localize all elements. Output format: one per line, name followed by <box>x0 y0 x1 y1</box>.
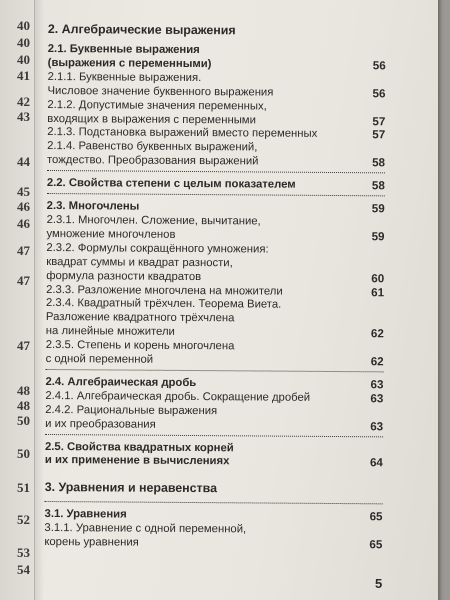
toc-entry-title: 2.4.1. Алгебраическая дробь. Сокращение дробей <box>45 389 311 404</box>
toc-entry-title: 2.3.3. Разложение многочлена на множители <box>46 283 283 298</box>
toc-entry-title: 2.3.4. Квадратный трёхчлен. Теорема Виета. <box>45 297 282 312</box>
toc-entry-2-3-1 <box>46 214 384 244</box>
toc-entry-title: 2.1.4. Равенство буквенных выражений, <box>47 140 258 154</box>
prev-page-number: 46 <box>17 199 30 214</box>
toc-entry-title: 2.4.2. Рациональные выражения <box>45 403 218 417</box>
table-of-contents <box>44 20 386 552</box>
toc-entry-2-4-2 <box>45 404 383 434</box>
toc-entry-title: 2.3.2. Формулы сокращённого умножения: <box>46 241 269 256</box>
prev-page-number: 40 <box>17 35 30 50</box>
chapter-title: 3. Уравнения и неравенства <box>44 480 218 496</box>
prev-page-number: 45 <box>17 184 30 199</box>
prev-page-number: 53 <box>17 545 30 560</box>
section-divider <box>45 434 383 437</box>
toc-entry-2-3-2 <box>46 242 384 286</box>
toc-entry-title: и их применение в вычислениях <box>44 454 230 468</box>
prev-page-number: 51 <box>17 480 30 495</box>
previous-page-edge <box>0 0 35 600</box>
section-divider <box>45 501 383 504</box>
toc-entry-3-1-1 <box>44 522 382 552</box>
prev-page-number: 42 <box>17 94 30 109</box>
section-divider <box>47 170 385 173</box>
toc-page-number: 56 <box>372 59 386 73</box>
toc-entry-title: Числовое значение буквенного выражения <box>47 84 274 99</box>
toc-page-number: 65 <box>369 538 383 552</box>
toc-page-number: 62 <box>370 327 384 341</box>
prev-page-number: 54 <box>17 562 30 577</box>
gutter-shadow <box>34 0 44 600</box>
prev-page-number: 40 <box>17 52 30 67</box>
toc-entry-title: тождество. Преобразования выражений <box>46 154 259 168</box>
page-number: 5 <box>375 576 383 591</box>
toc-page-number: 61 <box>371 285 385 299</box>
chapter-title: 2. Алгебраические выражения <box>47 21 236 38</box>
section-divider <box>47 193 385 196</box>
toc-entry-2-3-4 <box>46 297 384 341</box>
prev-page-number: 41 <box>17 68 30 83</box>
toc-entry-title: (выражения с переменными) <box>47 56 212 71</box>
prev-page-number: 47 <box>17 243 30 258</box>
toc-entry-2-1-2 <box>47 99 385 129</box>
toc-entry-title: квадрат суммы и квадрат разности, <box>46 255 233 269</box>
prev-page-number: 46 <box>17 216 30 231</box>
toc-entry-title: входящих в выражения с переменными <box>47 112 256 126</box>
toc-page-number: 64 <box>369 456 383 470</box>
prev-page-number: 50 <box>17 413 30 428</box>
toc-page-number: 56 <box>372 86 386 101</box>
toc-page-number: 58 <box>371 179 385 193</box>
toc-page-number: 63 <box>370 378 384 392</box>
toc-entry-title: Разложение квадратного трёхчлена <box>45 311 235 325</box>
prev-page-number: 48 <box>17 383 30 398</box>
toc-entry-title: 2.1. Буквенные выражения <box>47 42 200 57</box>
toc-entry-2-1-1 <box>47 71 385 101</box>
toc-entry-title: и их преобразования <box>45 417 156 431</box>
toc-entry-2-2 <box>47 177 385 193</box>
toc-entry-title: корень уравнения <box>44 536 139 549</box>
toc-entry-title: формула разности квадратов <box>46 269 202 283</box>
toc-page-number: 59 <box>371 202 385 216</box>
prev-page-number: 47 <box>17 273 30 288</box>
toc-page-number: 65 <box>369 510 383 524</box>
toc-entry-title: 2.2. Свойства степени с целым показателем <box>46 177 296 191</box>
toc-page-number: 62 <box>370 355 384 369</box>
toc-entry-2-5 <box>45 441 383 471</box>
toc-entry-title: с одной переменной <box>45 353 154 366</box>
prev-page-number: 47 <box>17 338 30 353</box>
toc-page-number: 60 <box>371 271 385 285</box>
toc-page-number: 58 <box>372 156 386 170</box>
prev-page-number: 50 <box>17 446 30 461</box>
prev-page-number: 43 <box>17 109 30 124</box>
toc-entry-title: 3.1. Уравнения <box>44 508 127 521</box>
toc-entry-title: 2.1.3. Подстановка выражений вместо переменных <box>47 126 318 141</box>
toc-entry-title: 2.1.2. Допустимые значения переменных, <box>47 98 267 113</box>
toc-page-number: 57 <box>372 128 386 142</box>
toc-entry-title: 2.5. Свойства квадратных корней <box>44 440 234 454</box>
toc-entry-title: 2.3. Многочлены <box>46 200 140 213</box>
toc-entry-2-1 <box>48 43 386 73</box>
prev-page-number: 44 <box>17 154 30 169</box>
toc-entry-title: умножение многочленов <box>46 227 176 241</box>
prev-page-number: 48 <box>17 398 30 413</box>
toc-entry-title: 3.1.1. Уравнение с одной переменной, <box>44 522 247 536</box>
toc-page-number: 63 <box>370 419 384 434</box>
prev-page-number: 40 <box>17 18 30 33</box>
toc-entry-2-1-4 <box>47 140 385 170</box>
toc-entry-title: на линейные множители <box>45 325 175 339</box>
toc-entry-title: 2.1.1. Буквенные выражения. <box>47 70 202 84</box>
toc-page-number: 63 <box>370 392 384 406</box>
toc-entry-title: 2.3.5. Степень и корень многочлена <box>45 339 235 353</box>
toc-page-number: 59 <box>371 230 385 244</box>
toc-entry-2-3-5 <box>46 339 384 369</box>
toc-page-number: 57 <box>372 114 386 128</box>
toc-entry-title: 2.4. Алгебраическая дробь <box>45 375 197 389</box>
toc-entry-title: 2.3.1. Многочлен. Сложение, вычитание, <box>46 213 261 228</box>
section-divider <box>46 369 384 372</box>
prev-page-number: 52 <box>17 512 30 527</box>
